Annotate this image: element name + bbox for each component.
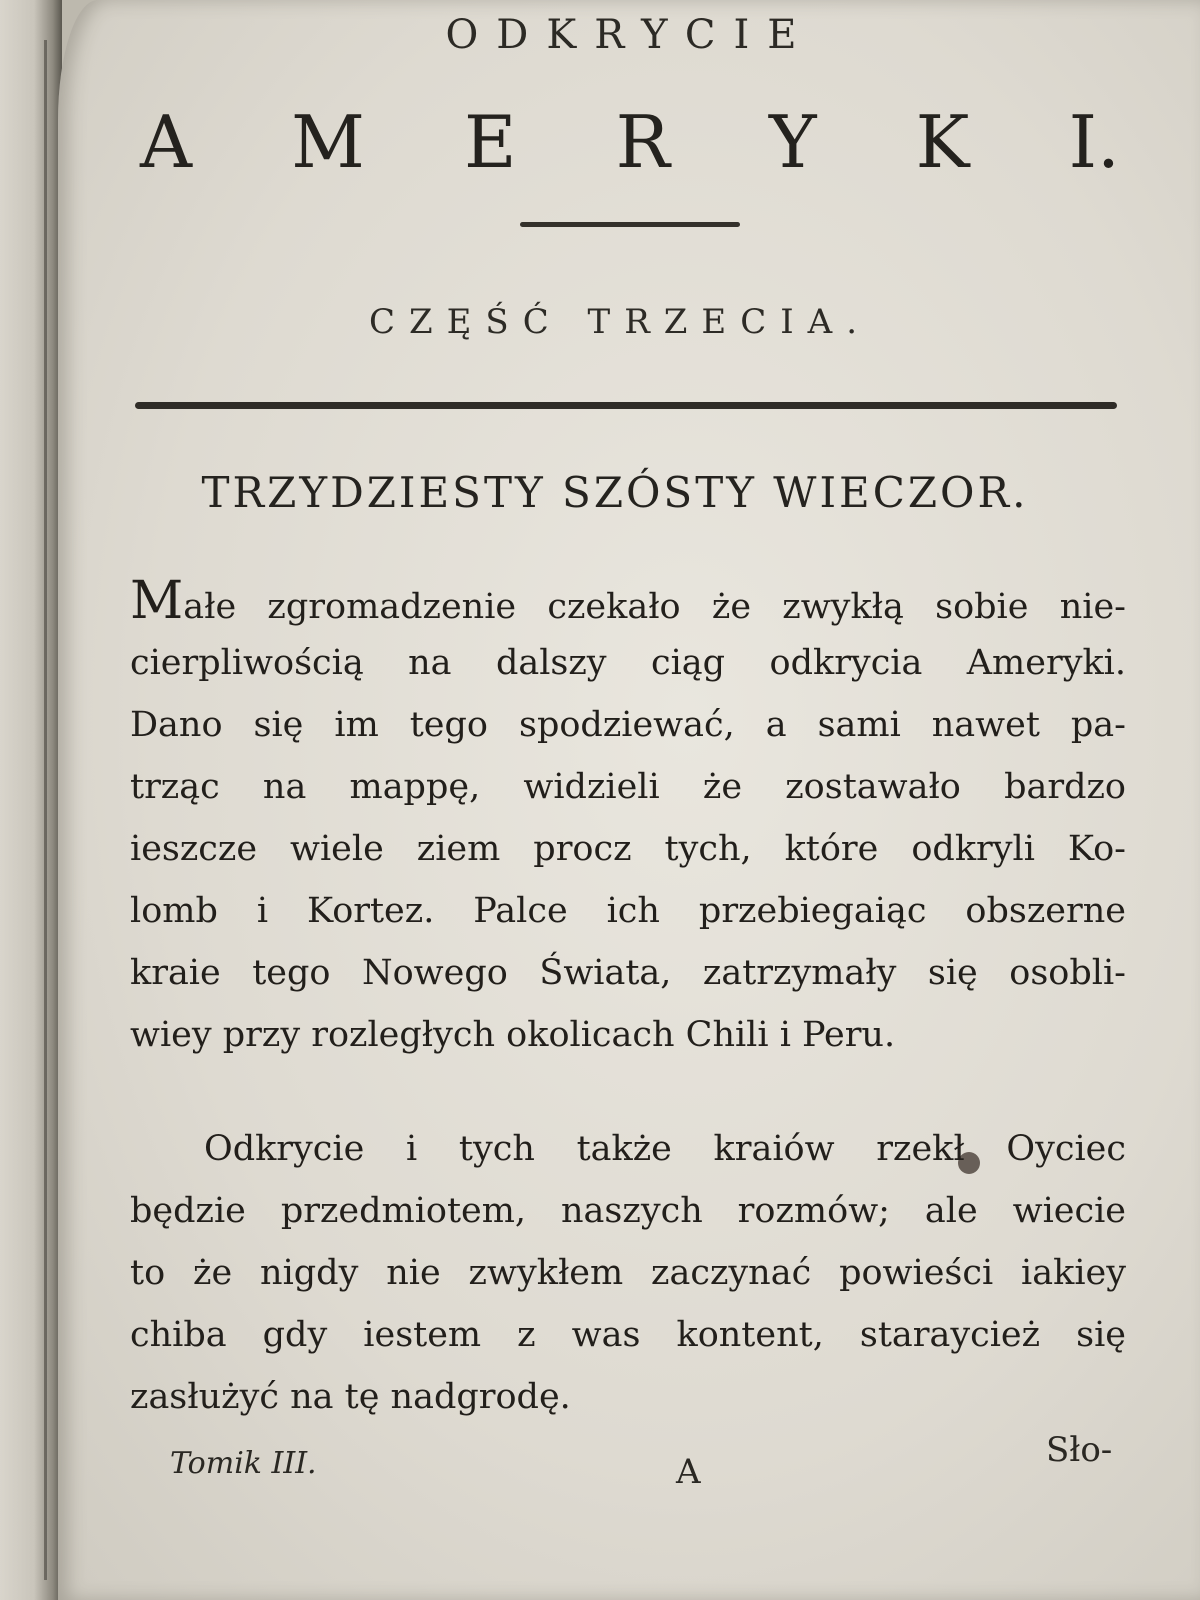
part-title: CZĘŚĆ TRZECIA.: [368, 302, 872, 342]
chapter-title: TRZYDZIESTY SZÓSTY WIECZOR.: [201, 468, 1029, 517]
adjacent-page-edge: [0, 0, 62, 1600]
text-line: kraie tego Nowego Świata, zatrzymały się osobli-: [130, 953, 1126, 993]
title-letter: R: [615, 100, 670, 184]
paragraph-1: [130, 570, 1126, 1066]
short-divider: [520, 222, 740, 227]
text-line: cierpliwością na dalszy ciąg odkrycia Ameryki.: [130, 643, 1126, 683]
title-letter: I.: [1068, 100, 1120, 184]
text-line: ieszcze wiele ziem procz tych, które odkryli Ko-: [130, 829, 1126, 869]
text-line: Małe zgromadzenie czekało że zwykłą sobie nie-: [130, 571, 1126, 631]
text-line: chiba gdy iestem z was kontent, staraycież się: [130, 1315, 1126, 1355]
signature-mark: A: [676, 1452, 701, 1492]
book-gutter: [44, 40, 47, 1580]
text-line: to że nigdy nie zwykłem zaczynać powieści iakiey: [130, 1253, 1126, 1293]
text-line: Dano się im tego spodziewać, a sami nawet pa-: [130, 705, 1126, 745]
title-line-2: [140, 100, 1120, 184]
text-line: będzie przedmiotem, naszych rozmów; ale wiecie: [130, 1191, 1126, 1231]
volume-mark: Tomik III.: [170, 1446, 317, 1481]
title-letter: K: [915, 100, 970, 184]
catchword: Sło-: [1046, 1430, 1113, 1470]
drop-cap: M: [130, 571, 184, 631]
text-line: trząc na mappę, widzieli że zostawało bardzo: [130, 767, 1126, 807]
title-letter: A: [140, 100, 192, 184]
title-line-1: ODKRYCIE: [445, 12, 815, 58]
title-letter: Y: [769, 100, 817, 184]
text-line: wiey przy rozległych okolicach Chili i Peru.: [130, 1015, 896, 1055]
title-letter: M: [291, 100, 365, 184]
paragraph-2: [130, 1118, 1126, 1428]
text-line: zasłużyć na tę nadgrodę.: [130, 1377, 571, 1417]
text-line: lomb i Kortez. Palce ich przebiegaiąc obszerne: [130, 891, 1126, 931]
title-letter: E: [463, 100, 517, 184]
long-divider: [135, 402, 1117, 409]
text-line: Odkrycie i tych także kraiów rzekł Oyciec: [204, 1129, 1126, 1169]
